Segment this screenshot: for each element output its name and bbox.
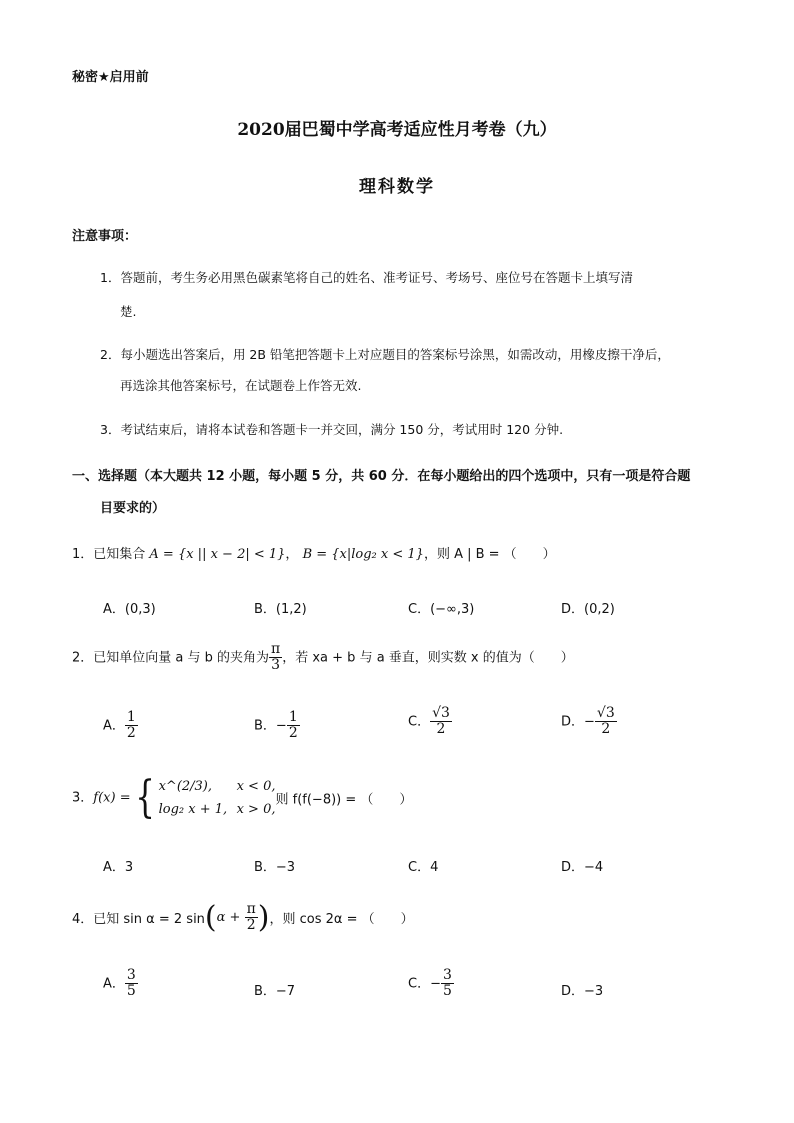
section-heading-line-2: 目要求的）: [100, 501, 166, 516]
q2-c-num: √3: [432, 705, 450, 721]
q2-option-d: [561, 706, 617, 738]
question-1-stem: [72, 543, 556, 562]
q4-paren-inner: α +: [216, 910, 245, 925]
q4-a-num: 3: [126, 967, 136, 983]
q4-a-label: A．: [103, 976, 125, 992]
q3-option-d: D．−4: [561, 860, 604, 875]
q4-c-fraction: [441, 968, 454, 1000]
q4-option-b: B．−7: [254, 984, 296, 999]
q2-c-label: C．: [408, 714, 431, 730]
question-4-stem: [72, 900, 414, 935]
q2-b-label: B．−: [254, 718, 287, 734]
q2-angle-fraction: [269, 642, 282, 674]
q2-a-label: A．: [103, 718, 125, 734]
q2-d-den: 2: [601, 721, 611, 738]
q1-option-d: D．(0,2): [561, 602, 615, 617]
q4-c-label: C．−: [408, 976, 441, 992]
notice-item-3: 3．考试结束后，请将本试卷和答题卡一并交回，满分 150 分，考试用时 120 分钟.: [100, 422, 564, 437]
q2-angle-den: 3: [271, 657, 281, 674]
q4-pi-den: 2: [246, 917, 256, 933]
q2-option-a: [103, 710, 138, 742]
q4-c-num: 3: [442, 967, 452, 983]
q1-set-b: B = {x|log₂ x < 1}: [302, 547, 424, 562]
exam-title: 2020届巴蜀中学高考适应性月考卷（九）: [237, 120, 557, 140]
q2-stem-pre: 2．已知单位向量 a 与 b 的夹角为: [72, 650, 270, 666]
q3-case-2: [159, 802, 276, 817]
q3-case-2-cond: x > 0,: [236, 802, 276, 817]
q2-option-c: [408, 706, 452, 738]
q3-case-1: [159, 779, 276, 794]
q2-b-den: 2: [288, 725, 298, 742]
q1-option-b: B．(1,2): [254, 602, 307, 617]
q2-a-fraction: [125, 710, 138, 742]
q1-option-a: A．(0,3): [103, 602, 156, 617]
q3-case-1-expr: x^(2/3),: [158, 779, 213, 794]
q3-option-c: C．4: [408, 860, 439, 875]
q2-a-num: 1: [126, 709, 136, 725]
q2-d-num: √3: [596, 705, 615, 721]
q4-a-den: 5: [126, 983, 136, 1000]
exam-subject: 理科数学: [359, 177, 435, 197]
q3-case-2-expr: log₂ x + 1,: [158, 802, 228, 817]
q1-stem-post: ，则 A | B = （ ）: [423, 547, 556, 562]
q2-option-b: [254, 710, 300, 742]
q4-pi-fraction: [245, 902, 258, 934]
q4-option-c: [408, 968, 454, 1000]
notice-item-1-line-2: 楚.: [120, 304, 137, 319]
confidential-mark: 秘密★启用前: [72, 70, 149, 85]
q1-option-c: C．(−∞,3): [408, 602, 475, 617]
q2-c-den: 2: [436, 721, 446, 738]
q3-prefix: 3．: [72, 790, 94, 806]
q4-option-d: D．−3: [561, 984, 604, 999]
q4-left-paren: (: [204, 900, 217, 935]
q4-c-den: 5: [442, 983, 452, 1000]
question-3-stem: [72, 772, 413, 823]
q4-a-fraction: [125, 968, 138, 1000]
q3-option-a: A．3: [103, 860, 134, 875]
notice-item-2-line-2: 再选涂其他答案标号，在试题卷上作答无效.: [120, 378, 362, 393]
q3-option-b: B．−3: [254, 860, 296, 875]
q4-stem-post: ，则 cos 2α = （ ）: [269, 912, 414, 927]
q1-stem-pre: 1．已知集合: [72, 547, 150, 562]
q1-comma: ，: [285, 547, 303, 562]
q3-case-1-cond: x < 0,: [236, 779, 276, 794]
q2-d-label: D．−: [561, 714, 595, 730]
q3-left-brace: {: [134, 772, 155, 823]
q2-b-fraction: [287, 710, 300, 742]
q4-stem-pre: 4．已知 sin α = 2 sin: [72, 912, 205, 927]
q2-b-num: 1: [288, 709, 298, 725]
q2-angle-num: π: [271, 641, 281, 657]
notice-item-2-line-1: 2．每小题选出答案后，用 2B 铅笔把答题卡上对应题目的答案标号涂黑，如需改动，用橡皮擦干净后，: [100, 347, 670, 362]
q2-c-fraction: [430, 706, 452, 738]
question-2-stem: [72, 642, 574, 674]
q4-pi-num: π: [246, 900, 256, 917]
section-heading-line-1: 一、选择题（本大题共 12 小题，每小题 5 分，共 60 分．在每小题给出的四个选项中，只有一项是符合题: [72, 469, 691, 484]
q4-right-paren: ): [257, 900, 270, 935]
q2-a-den: 2: [126, 725, 136, 742]
q3-stem-post: 则 f(f(−8)) = （ ）: [275, 792, 413, 808]
q4-option-a: [103, 968, 138, 1000]
q3-fx: f(x) =: [93, 790, 131, 806]
notice-item-1-line-1: 1．答题前，考生务必用黑色碳素笔将自己的姓名、准考证号、考场号、座位号在答题卡上填写清: [100, 270, 633, 285]
q2-stem-post: ，若 xa + b 与 a 垂直，则实数 x 的值为（ ）: [282, 650, 574, 666]
q1-set-a: A = {x || x − 2| < 1}: [149, 547, 286, 562]
q2-d-fraction: [595, 706, 617, 738]
q3-cases: [159, 779, 276, 817]
notice-heading: 注意事项：: [72, 229, 138, 244]
